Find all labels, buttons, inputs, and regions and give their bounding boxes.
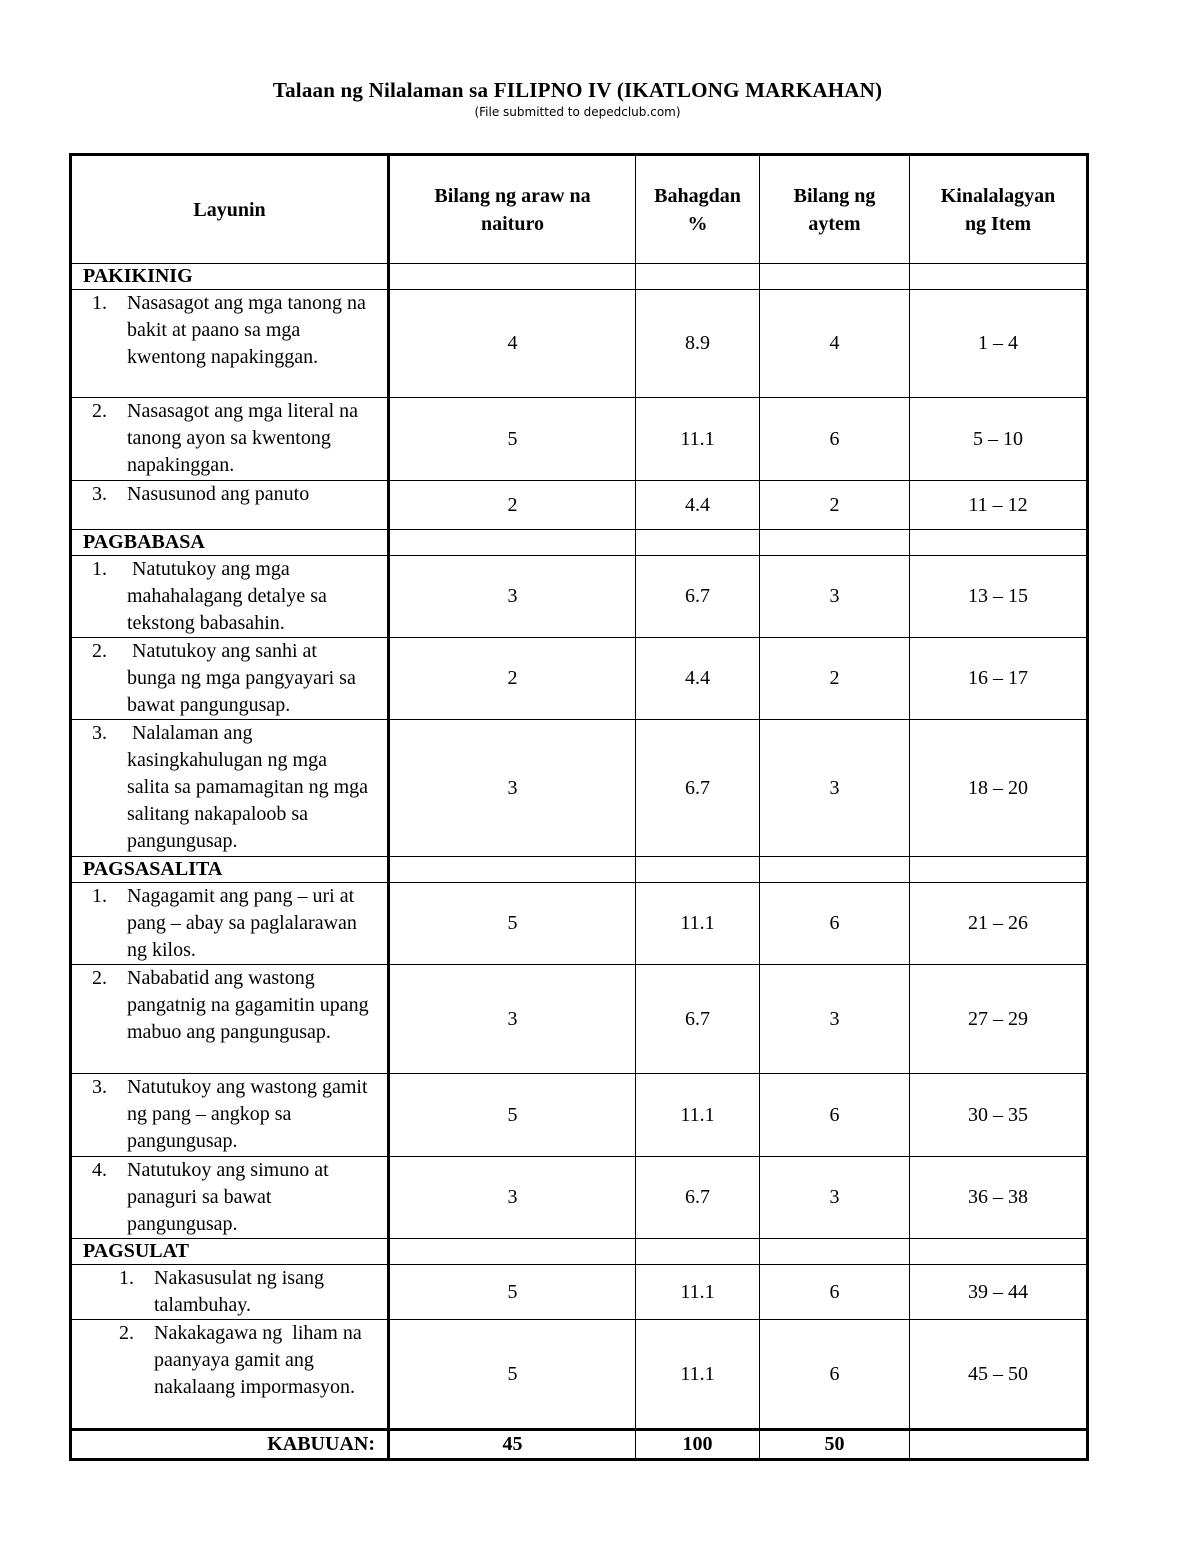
- days-cell: 3: [389, 556, 636, 638]
- table-of-specifications: [69, 153, 1089, 1461]
- section-title: PAGSULAT: [71, 1239, 389, 1265]
- objective-text: Nasasagot ang mga tanong na bakit at paano sa mga kwentong napakinggan.: [127, 292, 371, 368]
- table-row: [71, 1320, 1088, 1430]
- item-range-cell: 16 – 17: [910, 638, 1088, 720]
- objective-cell: [71, 398, 389, 481]
- total-label: KABUUAN:: [71, 1430, 389, 1460]
- table-row: [71, 398, 1088, 481]
- section-row: [71, 264, 1088, 290]
- empty-cell: [910, 530, 1088, 556]
- percent-cell: 6.7: [636, 556, 760, 638]
- objective-number: 3.: [92, 483, 107, 505]
- header-bilang-ng-araw: Bilang ng araw na naituro: [389, 155, 636, 264]
- empty-cell: [636, 857, 760, 883]
- empty-cell: [389, 857, 636, 883]
- table-row: [71, 1157, 1088, 1239]
- objective-text: Natutukoy ang wastong gamit ng pang – angkop sa pangungusap.: [127, 1076, 373, 1152]
- objective-text: Nababatid ang wastong pangatnig na gagamitin upang mabuo ang pangungusap.: [127, 967, 374, 1043]
- section-row: [71, 857, 1088, 883]
- header-kinalalagyan: Kinalalagyan ng Item: [910, 155, 1088, 264]
- empty-cell: [910, 1239, 1088, 1265]
- table-row: [71, 481, 1088, 530]
- percent-cell: 11.1: [636, 1320, 760, 1430]
- objective-text: Nagagamit ang pang – uri at pang – abay sa paglalarawan ng kilos.: [127, 885, 362, 961]
- objective-cell: [71, 965, 389, 1074]
- percent-cell: 6.7: [636, 965, 760, 1074]
- objective-number: 1.: [92, 885, 107, 907]
- empty-cell: [389, 530, 636, 556]
- total-percent: 100: [636, 1430, 760, 1460]
- empty-cell: [389, 1239, 636, 1265]
- days-cell: 3: [389, 720, 636, 857]
- objective-text: Nalalaman ang kasingkahulugan ng mga salita sa pamamagitan ng mga salitang nakapaloob sa pangungusap.: [127, 722, 374, 852]
- objective-number: 2.: [92, 967, 107, 989]
- objective-text: Natutukoy ang simuno at panaguri sa bawat pangungusap.: [127, 1159, 334, 1235]
- item-range-cell: 21 – 26: [910, 883, 1088, 965]
- items-cell: 6: [760, 398, 910, 481]
- days-cell: 5: [389, 398, 636, 481]
- empty-cell: [760, 264, 910, 290]
- days-cell: 3: [389, 1157, 636, 1239]
- total-items: 50: [760, 1430, 910, 1460]
- table-row: [71, 883, 1088, 965]
- objective-text: Natutukoy ang mga mahahalagang detalye sa tekstong babasahin.: [127, 558, 332, 634]
- items-cell: 3: [760, 720, 910, 857]
- percent-cell: 6.7: [636, 720, 760, 857]
- objective-number: 3.: [92, 722, 107, 744]
- section-title: PAKIKINIG: [71, 264, 389, 290]
- item-range-cell: 39 – 44: [910, 1265, 1088, 1320]
- empty-cell: [636, 530, 760, 556]
- objective-cell: [71, 883, 389, 965]
- days-cell: 5: [389, 1265, 636, 1320]
- items-cell: 3: [760, 965, 910, 1074]
- objective-cell: [71, 290, 389, 398]
- days-cell: 5: [389, 883, 636, 965]
- total-range: [910, 1430, 1088, 1460]
- objective-cell: [71, 556, 389, 638]
- objective-cell: [71, 1074, 389, 1157]
- items-cell: 6: [760, 1074, 910, 1157]
- table-row: [71, 1265, 1088, 1320]
- section-row: [71, 530, 1088, 556]
- empty-cell: [636, 264, 760, 290]
- item-range-cell: 5 – 10: [910, 398, 1088, 481]
- objective-number: 2.: [92, 640, 107, 662]
- objective-text: Nasasagot ang mga literal na tanong ayon sa kwentong napakinggan.: [127, 400, 364, 476]
- objective-number: 1.: [92, 292, 107, 314]
- objective-cell: [71, 1320, 389, 1430]
- table-row: [71, 1074, 1088, 1157]
- table-row: [71, 290, 1088, 398]
- empty-cell: [760, 1239, 910, 1265]
- item-range-cell: 13 – 15: [910, 556, 1088, 638]
- percent-cell: 6.7: [636, 1157, 760, 1239]
- empty-cell: [760, 530, 910, 556]
- objective-number: 3.: [92, 1076, 107, 1098]
- item-range-cell: 1 – 4: [910, 290, 1088, 398]
- empty-cell: [910, 857, 1088, 883]
- total-row: [71, 1430, 1088, 1460]
- table-row: [71, 965, 1088, 1074]
- objective-cell: [71, 720, 389, 857]
- items-cell: 6: [760, 1320, 910, 1430]
- section-title: PAGBABASA: [71, 530, 389, 556]
- percent-cell: 11.1: [636, 1265, 760, 1320]
- empty-cell: [636, 1239, 760, 1265]
- item-range-cell: 18 – 20: [910, 720, 1088, 857]
- objective-number: 4.: [92, 1159, 107, 1181]
- objective-text: Nakakagawa ng liham na paanyaya gamit ang nakalaang impormasyon.: [154, 1322, 367, 1398]
- section-title: PAGSASALITA: [71, 857, 389, 883]
- header-bilang-ng-aytem: Bilang ng aytem: [760, 155, 910, 264]
- days-cell: 4: [389, 290, 636, 398]
- section-row: [71, 1239, 1088, 1265]
- table-row: [71, 638, 1088, 720]
- document-subtitle: (File submitted to depedclub.com): [474, 105, 681, 119]
- items-cell: 3: [760, 556, 910, 638]
- percent-cell: 11.1: [636, 1074, 760, 1157]
- items-cell: 2: [760, 481, 910, 530]
- empty-cell: [389, 264, 636, 290]
- objective-cell: [71, 638, 389, 720]
- items-cell: 4: [760, 290, 910, 398]
- document-title: Talaan ng Nilalaman sa FILIPNO IV (IKATLONG MARKAHAN): [272, 78, 883, 102]
- objective-number: 2.: [92, 400, 107, 422]
- days-cell: 5: [389, 1074, 636, 1157]
- table-row: [71, 720, 1088, 857]
- days-cell: 3: [389, 965, 636, 1074]
- empty-cell: [910, 264, 1088, 290]
- header-layunin: Layunin: [71, 155, 389, 264]
- days-cell: 2: [389, 638, 636, 720]
- objective-text: Natutukoy ang sanhi at bunga ng mga pangyayari sa bawat pangungusap.: [127, 640, 361, 716]
- days-cell: 2: [389, 481, 636, 530]
- objective-text: Nakasusulat ng isang talambuhay.: [154, 1267, 329, 1316]
- item-range-cell: 45 – 50: [910, 1320, 1088, 1430]
- objective-cell: [71, 1265, 389, 1320]
- days-cell: 5: [389, 1320, 636, 1430]
- objective-number: 1.: [92, 558, 107, 580]
- empty-cell: [760, 857, 910, 883]
- percent-cell: 4.4: [636, 638, 760, 720]
- table-row: [71, 556, 1088, 638]
- objective-cell: [71, 481, 389, 530]
- item-range-cell: 36 – 38: [910, 1157, 1088, 1239]
- objective-number: 2.: [119, 1322, 134, 1344]
- items-cell: 3: [760, 1157, 910, 1239]
- objective-cell: [71, 1157, 389, 1239]
- item-range-cell: 30 – 35: [910, 1074, 1088, 1157]
- items-cell: 6: [760, 883, 910, 965]
- objective-text: Nasusunod ang panuto: [127, 483, 310, 505]
- percent-cell: 11.1: [636, 883, 760, 965]
- item-range-cell: 27 – 29: [910, 965, 1088, 1074]
- item-range-cell: 11 – 12: [910, 481, 1088, 530]
- items-cell: 2: [760, 638, 910, 720]
- percent-cell: 8.9: [636, 290, 760, 398]
- objective-number: 1.: [119, 1267, 134, 1289]
- items-cell: 6: [760, 1265, 910, 1320]
- header-bahagdan: Bahagdan %: [636, 155, 760, 264]
- percent-cell: 11.1: [636, 398, 760, 481]
- total-days: 45: [389, 1430, 636, 1460]
- header-row: [71, 155, 1088, 264]
- percent-cell: 4.4: [636, 481, 760, 530]
